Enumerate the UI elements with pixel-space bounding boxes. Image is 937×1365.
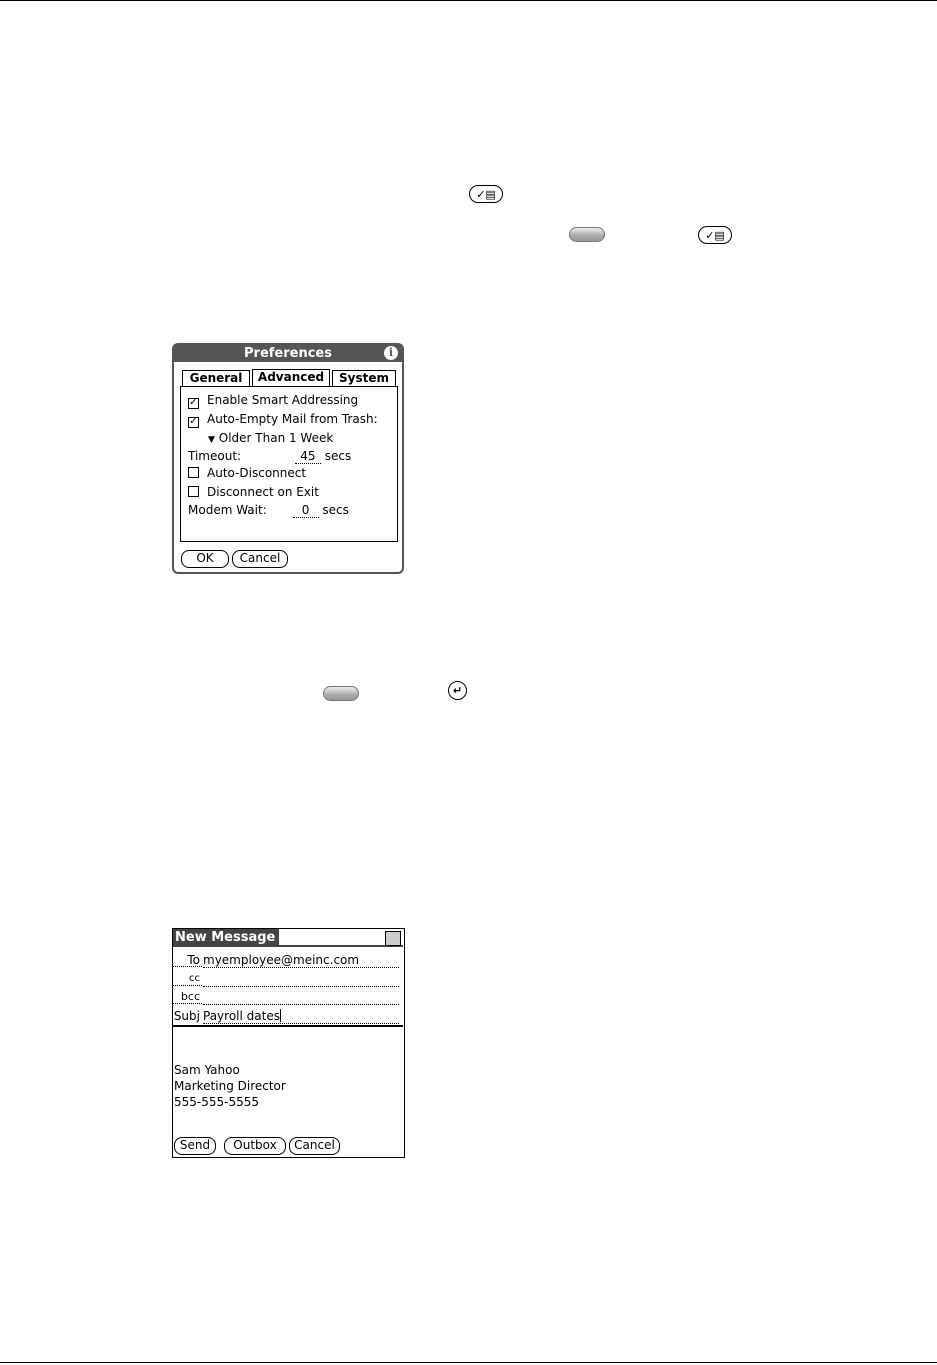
popup-trigger-label: Older Than 1 Week (218, 431, 334, 445)
enable-smart-addressing-option[interactable] (188, 393, 358, 409)
title-underline (173, 945, 403, 947)
application-button-icon (323, 686, 359, 701)
label-separator (173, 966, 202, 967)
signature-line[interactable]: Marketing Director (174, 1079, 286, 1093)
modem-wait-field[interactable]: 0 (293, 503, 319, 518)
cancel-button[interactable]: Cancel (289, 1137, 340, 1155)
new-message-screen (172, 928, 405, 1158)
info-icon[interactable]: i (384, 346, 398, 360)
checkbox-unchecked-icon[interactable] (188, 467, 199, 478)
modem-wait-label: Modem Wait: (188, 503, 267, 517)
disconnect-on-exit-option[interactable] (188, 485, 319, 499)
checkbox-checked-icon[interactable]: ✓ (189, 397, 198, 408)
checkbox-checked-icon[interactable]: ✓ (189, 416, 198, 427)
text-cursor (280, 1009, 282, 1022)
subj-field[interactable] (203, 1009, 399, 1024)
label-separator (173, 1003, 202, 1004)
cancel-button[interactable]: Cancel (232, 550, 288, 568)
menu-icon: ✓▤ (698, 226, 732, 244)
send-button[interactable]: Send (174, 1137, 216, 1155)
option-label: Auto-Empty Mail from Trash: (207, 412, 378, 426)
modem-wait-unit: secs (322, 503, 349, 517)
tab-label: Advanced (257, 370, 325, 384)
to-label[interactable]: To (187, 953, 200, 967)
bottom-rule (0, 1362, 937, 1363)
option-label: Auto-Disconnect (207, 466, 307, 480)
tab-advanced[interactable] (252, 369, 330, 387)
modem-wait-row (188, 503, 349, 518)
advanced-panel (180, 386, 398, 542)
dialog-title: Preferences (174, 345, 402, 362)
timeout-field[interactable]: 45 (295, 449, 321, 464)
bcc-label[interactable]: bcc (180, 990, 200, 1003)
timeout-unit: secs (324, 449, 352, 463)
application-button-icon (569, 227, 605, 242)
label-separator (173, 985, 202, 986)
menu-icon: ✓▤ (469, 185, 503, 203)
scroll-indicator[interactable] (385, 931, 401, 946)
signature-line[interactable]: 555-555-5555 (174, 1095, 260, 1109)
bcc-field[interactable] (203, 990, 399, 1005)
tab-label: General (189, 371, 243, 385)
option-label: Disconnect on Exit (207, 485, 319, 499)
top-rule (0, 0, 937, 1)
signature-line[interactable]: Sam Yahoo (174, 1063, 240, 1077)
tab-general[interactable] (182, 370, 250, 387)
checkbox-unchecked-icon[interactable] (188, 486, 199, 497)
option-label: Enable Smart Addressing (207, 393, 359, 407)
tab-system[interactable] (332, 370, 396, 387)
dropdown-arrow-icon: ▼ (208, 435, 215, 445)
timeout-row (188, 449, 351, 464)
screen-title: New Message (173, 929, 279, 946)
auto-empty-option[interactable] (188, 412, 378, 428)
preferences-dialog (172, 343, 404, 574)
cc-field[interactable] (203, 972, 399, 987)
ok-button[interactable]: OK (181, 550, 229, 568)
auto-disconnect-option[interactable] (188, 466, 306, 480)
subj-label[interactable]: Subj (173, 1009, 200, 1023)
subj-text: Payroll dates (203, 1009, 280, 1023)
cc-label[interactable]: cc (189, 973, 200, 984)
tab-label: System (339, 371, 389, 385)
outbox-button[interactable]: Outbox (224, 1137, 286, 1155)
header-body-divider (173, 1025, 403, 1027)
auto-empty-period-trigger[interactable] (208, 431, 333, 447)
enter-stroke-icon: ↵ (448, 681, 467, 700)
timeout-label: Timeout: (188, 449, 242, 463)
to-field[interactable]: myemployee@meinc.com (203, 953, 399, 968)
